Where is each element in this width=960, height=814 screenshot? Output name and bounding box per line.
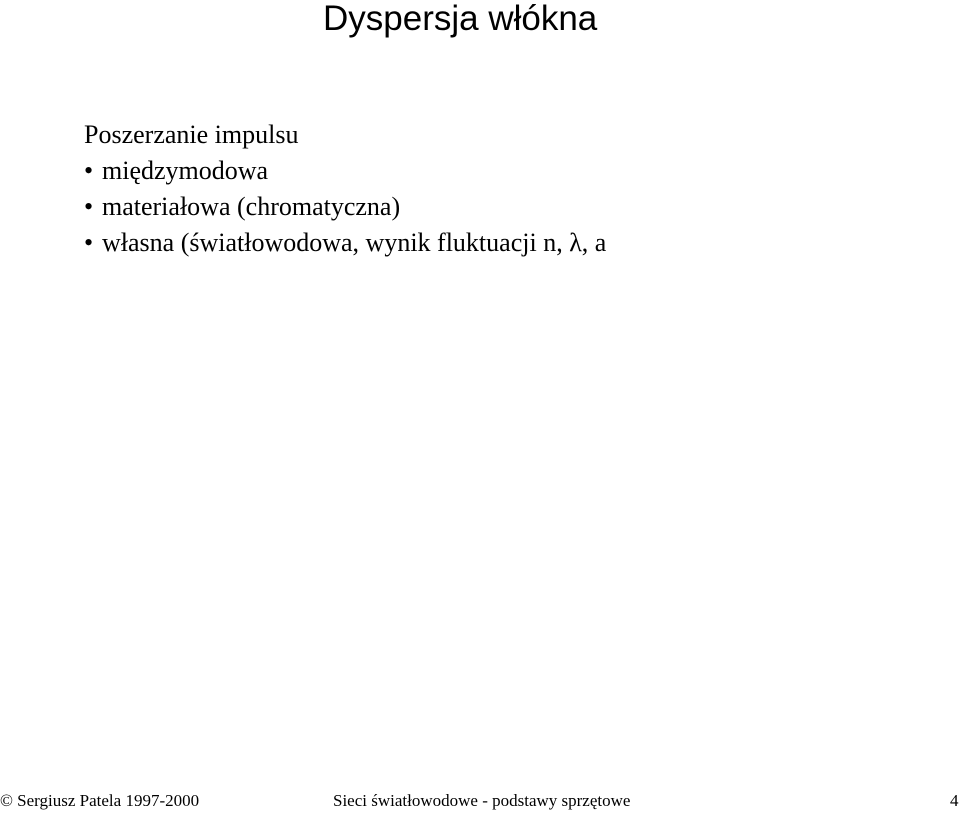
- bullet-list: [84, 153, 606, 261]
- footer-copyright: © Sergiusz Patela 1997-2000: [0, 791, 200, 810]
- bullet-item-waveguide: [84, 225, 606, 261]
- bullet-text: własna (światłowodowa, wynik fluktuacji n, λ, a: [102, 228, 607, 257]
- bullet-text: materiałowa (chromatyczna): [102, 192, 401, 221]
- bullet-icon: •: [84, 192, 94, 221]
- bullet-text: międzymodowa: [102, 156, 269, 185]
- bullet-item-intermodal: [84, 153, 606, 189]
- bullet-item-material: [84, 189, 606, 225]
- slide-content: [84, 117, 606, 261]
- bullet-icon: •: [84, 228, 94, 257]
- footer-course-title: Sieci światłowodowe - podstawy sprzętowe: [333, 791, 631, 810]
- footer-page-number: 4: [950, 791, 959, 810]
- bullet-icon: •: [84, 156, 94, 185]
- slide-title: Dyspersja włókna: [323, 0, 598, 38]
- section-heading: Poszerzanie impulsu: [84, 120, 299, 149]
